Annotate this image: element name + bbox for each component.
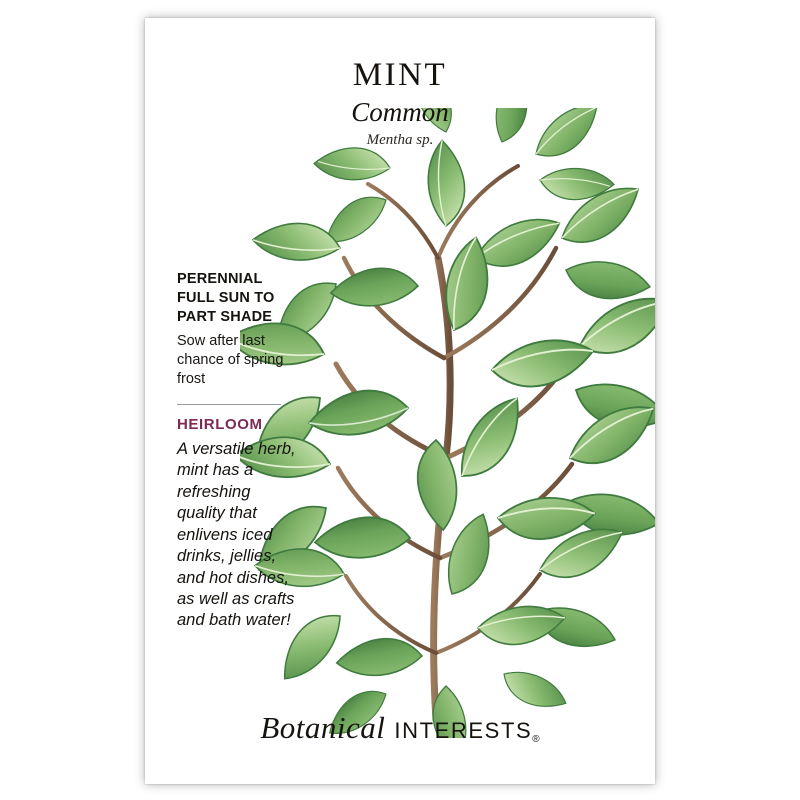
variety-name: Common bbox=[351, 96, 449, 127]
brand-name-script: Botanical bbox=[260, 710, 386, 745]
section-divider bbox=[177, 404, 281, 405]
info-column bbox=[177, 270, 301, 632]
heirloom-badge: HEIRLOOM bbox=[177, 415, 263, 433]
seed-packet bbox=[145, 18, 655, 784]
page-title: MINT bbox=[352, 57, 448, 93]
light-requirement-label: FULL SUN TO PART SHADE bbox=[177, 289, 275, 325]
sowing-instructions: Sow after last chance of spring frost bbox=[177, 332, 284, 387]
brand-logo bbox=[145, 710, 655, 746]
brand-name-caps: INTERESTS bbox=[394, 718, 533, 743]
registered-trademark-icon: ® bbox=[532, 734, 540, 746]
packet-header bbox=[145, 58, 655, 149]
description-text: A versatile herb, mint has a refreshing quality that enlivens iced drinks, jellies, and hot dishes, as well as crafts and bath water! bbox=[177, 439, 296, 630]
mint-plant-illustration bbox=[240, 108, 655, 738]
latin-name: Mentha sp. bbox=[366, 131, 434, 148]
growth-habit-label: PERENNIAL bbox=[177, 271, 263, 287]
